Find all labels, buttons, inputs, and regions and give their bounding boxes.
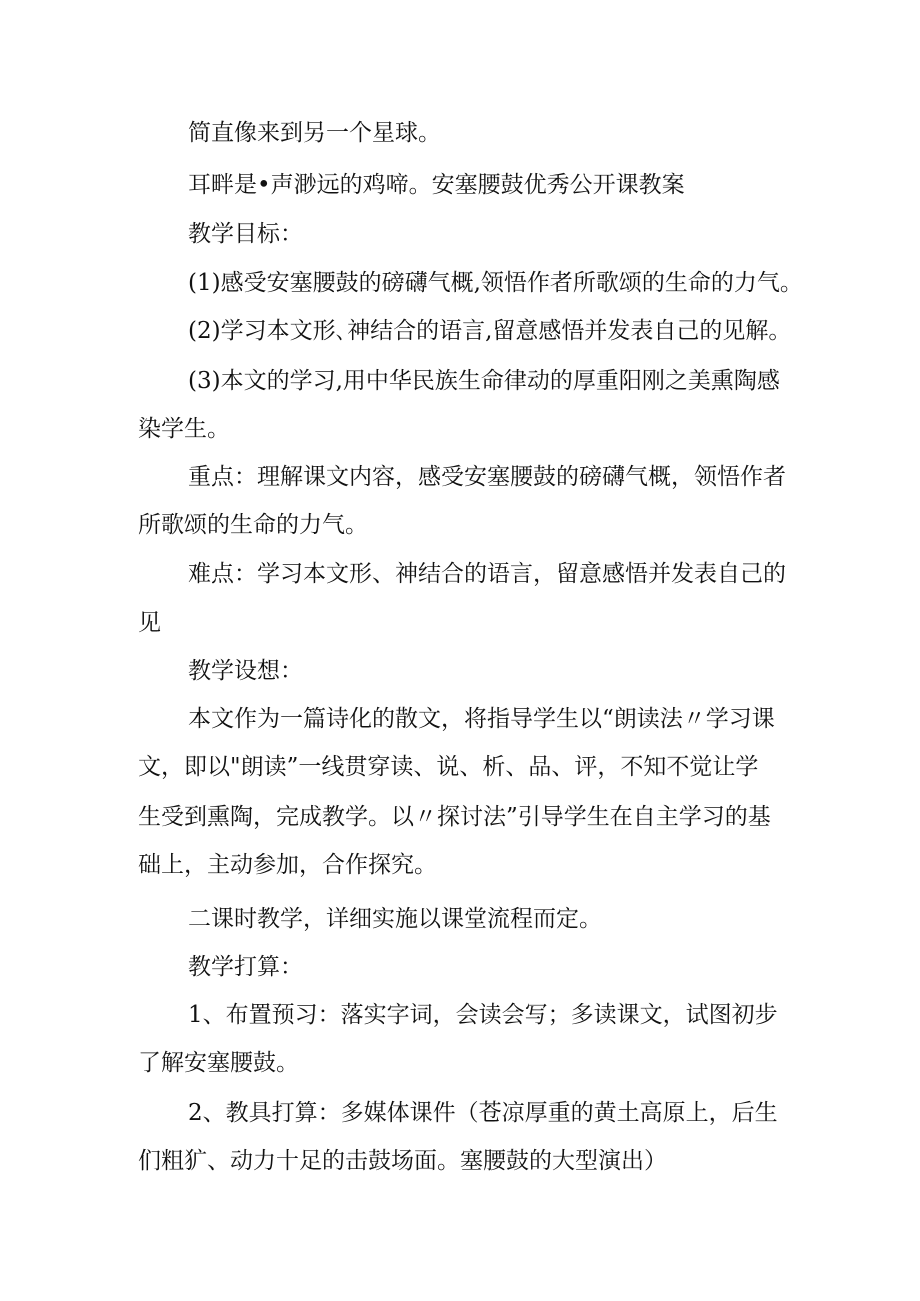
paragraph-line: 础上，主动参加，合作探究。: [138, 852, 437, 878]
section-heading: 教学设想：: [188, 658, 303, 684]
paragraph-line: 文，即以"朗读”一线贯穿读、说、析、品、评，不知不觉让学: [138, 754, 759, 780]
paragraph-line: 生受到熏陶，完成教学。以〃探讨法”引导学生在自主学习的基: [138, 804, 771, 830]
text-line: 见: [138, 610, 161, 636]
text-line: 简直像来到另一个星球。: [188, 120, 441, 146]
text-line: 们粗犷、动力十足的击鼓场面。塞腰鼓的大型演出）: [138, 1148, 667, 1174]
objective-item: (1)感受安塞腰鼓的磅礴气概,领悟作者所歌颂的生命的力气。: [188, 270, 803, 296]
objective-item: (3)本文的学习,用中华民族生命律动的厚重阳刚之美熏陶感: [188, 368, 780, 394]
paragraph-line: 本文作为一篇诗化的散文，将指导学生以“朗读法〃学习课: [188, 706, 775, 732]
section-heading: 教学目标：: [188, 221, 303, 247]
difficult-point: 难点：学习本文形、神结合的语言，留意感悟并发表自己的: [188, 561, 786, 587]
text-line: 二课时教学，详细实施以课堂流程而定。: [188, 906, 602, 932]
text-line: 耳畔是•声渺远的鸡啼。安塞腰鼓优秀公开课教案: [188, 172, 685, 198]
section-heading: 教学打算：: [188, 954, 303, 980]
objective-item: (2)学习本文形､神结合的语言,留意感悟并发表自己的见解。: [188, 318, 792, 344]
prep-item: 2、教具打算：多媒体课件（苍凉厚重的黄土高原上，后生: [188, 1100, 778, 1126]
prep-item: 1、布置预习：落实字词，会读会写；多读课文，试图初步: [188, 1002, 778, 1028]
key-point: 重点：理解课文内容，感受安塞腰鼓的磅礴气概，领悟作者: [188, 464, 786, 490]
text-line: 了解安塞腰鼓。: [138, 1050, 299, 1076]
text-line: 所歌颂的生命的力气。: [138, 512, 368, 538]
text-line: 染学生。: [138, 416, 230, 442]
